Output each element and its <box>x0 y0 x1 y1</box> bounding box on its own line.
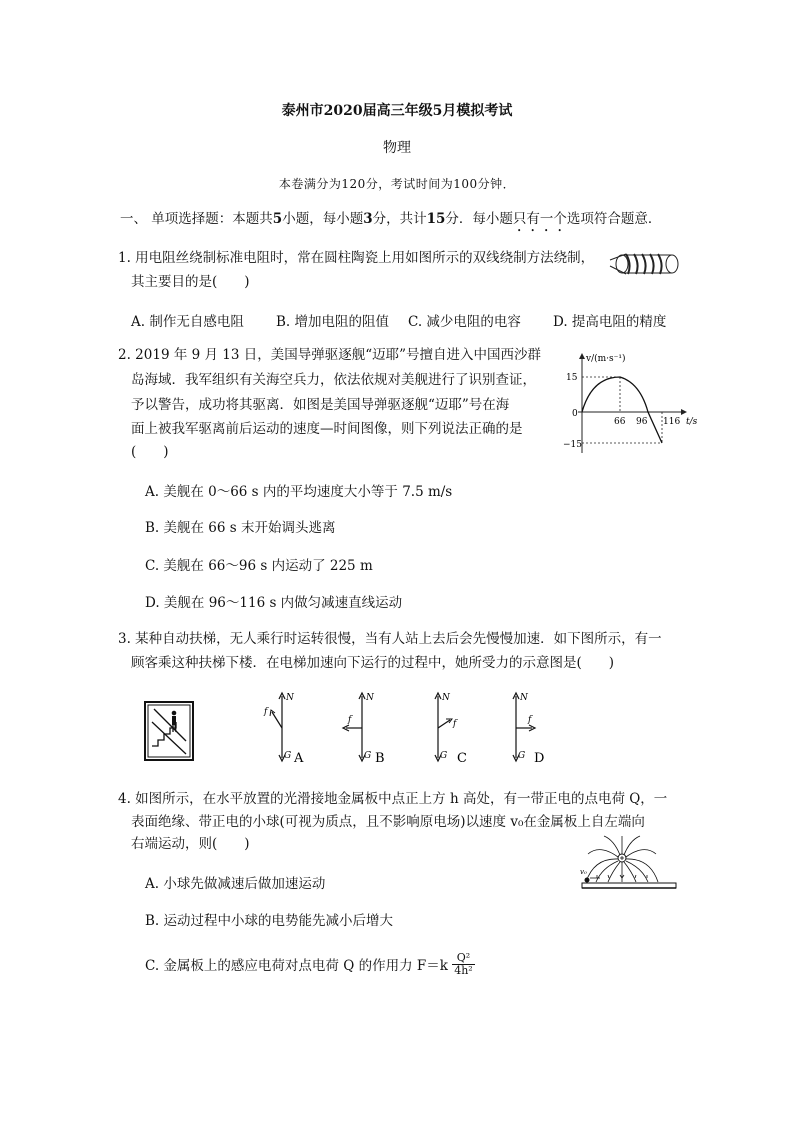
t-axis-label: t/s <box>686 417 698 427</box>
q1-stem-line2: 其主要目的是( ) <box>131 274 250 290</box>
v-axis-label: v/(m·s⁻¹) <box>586 354 626 364</box>
svg-text:D: D <box>534 751 545 766</box>
svg-text:G: G <box>440 751 448 761</box>
svg-text:N: N <box>442 693 450 703</box>
q2-option-c[interactable]: C. 美舰在 66～96 s 内运动了 225 m <box>145 558 373 574</box>
q2-stem-line4: 面上被我军驱离前后运动的速度—时间图像，则下列说法正确的是 <box>131 421 523 437</box>
y-tick-0: 0 <box>572 409 578 419</box>
svg-text:G: G <box>284 751 292 761</box>
exam-title: 泰州市2020届高三年级5月模拟考试 <box>281 103 513 119</box>
q1-option-c[interactable]: C. 减少电阻的电容 <box>408 314 521 330</box>
x-tick-116: 116 <box>663 417 681 427</box>
svg-text:G: G <box>518 751 526 761</box>
section-heading: 一、 单项选择题：本题共5小题，每小题3分，共计15分．每小题只有一个选项符合题意． <box>120 211 662 227</box>
force-diagram-c[interactable] <box>418 690 468 766</box>
q2-stem-line1: 2. 2019 年 9 月 13 日，美国导弹驱逐舰“迈耶”号擅自进入中国西沙群 <box>118 347 542 363</box>
q3-stem-line1: 3. 某种自动扶梯，无人乘行时运转很慢，当有人站上去后会先慢慢加速．如下图所示，有一 <box>118 631 662 647</box>
subject-title: 物理 <box>383 140 411 156</box>
y-tick-neg15: −15 <box>563 440 582 450</box>
y-tick-15: 15 <box>566 373 578 383</box>
v0-label: v₀ <box>580 868 587 876</box>
force-diagram-b[interactable] <box>338 690 388 766</box>
svg-text:C: C <box>457 751 467 766</box>
q1-option-b[interactable]: B. 增加电阻的阻值 <box>276 314 390 330</box>
escalator-sign-figure <box>143 700 195 762</box>
bifilar-coil-figure <box>608 248 680 280</box>
svg-text:f: f <box>528 715 532 725</box>
svg-text:N: N <box>366 693 374 703</box>
q4-stem-line1: 4. 如图所示，在水平放置的光滑接地金属板中点正上方 h 高处，有一带正电的点电荷 Q，一 <box>118 791 668 807</box>
q3-stem-line2: 顾客乘这种扶梯下楼．在电梯加速向下运行的过程中，她所受力的示意图是( ) <box>131 655 615 671</box>
svg-text:N: N <box>520 693 528 703</box>
exam-note: 本卷满分为120分，考试时间为100分钟． <box>278 177 516 191</box>
svg-text:B: B <box>375 751 385 766</box>
force-diagram-d[interactable] <box>496 690 552 766</box>
svg-text:f: f <box>264 707 268 717</box>
q2-stem-line2: 岛海域．我军组织有关海空兵力，依法依规对美舰进行了识别查证， <box>131 372 536 388</box>
velocity-time-graph <box>562 348 702 458</box>
svg-text:f: f <box>348 715 352 725</box>
x-tick-96: 96 <box>636 417 648 427</box>
x-tick-66: 66 <box>614 417 626 427</box>
q4-option-a[interactable]: A. 小球先做减速后做加速运动 <box>145 876 326 892</box>
q2-option-a[interactable]: A. 美舰在 0～66 s 内的平均速度大小等于 7.5 m/s <box>145 484 453 500</box>
svg-text:N: N <box>286 693 294 703</box>
q2-option-b[interactable]: B. 美舰在 66 s 末开始调头逃离 <box>145 520 336 536</box>
svg-text:A: A <box>294 751 304 766</box>
svg-text:G: G <box>364 751 372 761</box>
q4-stem-line2: 表面绝缘、带正电的小球(可视为质点，且不影响原电场)以速度 v₀在金属板上自左端向 <box>131 814 645 830</box>
svg-text:f: f <box>453 719 457 729</box>
force-fraction: $\frac{\text{Q²}}{\text{4h²}}$ <box>454 951 473 977</box>
q4-option-b[interactable]: B. 运动过程中小球的电势能先减小后增大 <box>145 913 394 929</box>
q2-option-d[interactable]: D. 美舰在 96～116 s 内做匀减速直线运动 <box>145 595 403 611</box>
q1-option-d[interactable]: D. 提高电阻的精度 <box>553 314 667 330</box>
velocity-curve <box>582 377 662 443</box>
q2-stem-line3: 予以警告，成功将其驱离．如图是美国导弹驱逐舰“迈耶”号在海 <box>131 397 510 413</box>
q1-stem-line1: 1. 用电阻丝绕制标准电阻时，常在圆柱陶瓷上用如图所示的双线绕制方法绕制， <box>118 250 595 266</box>
q4-option-c[interactable]: C. 金属板上的感应电荷对点电荷 Q 的作用力 F＝k $\frac{\text{Q²}}{\text{4h²}}$ <box>145 951 473 977</box>
q4-stem-line3: 右端运动，则( ) <box>131 836 250 852</box>
force-diagram-a[interactable] <box>258 690 308 766</box>
q2-stem-line5: ( ) <box>131 444 169 460</box>
charge-field-figure <box>578 832 682 898</box>
q1-option-a[interactable]: A. 制作无自感电阻 <box>131 314 244 330</box>
